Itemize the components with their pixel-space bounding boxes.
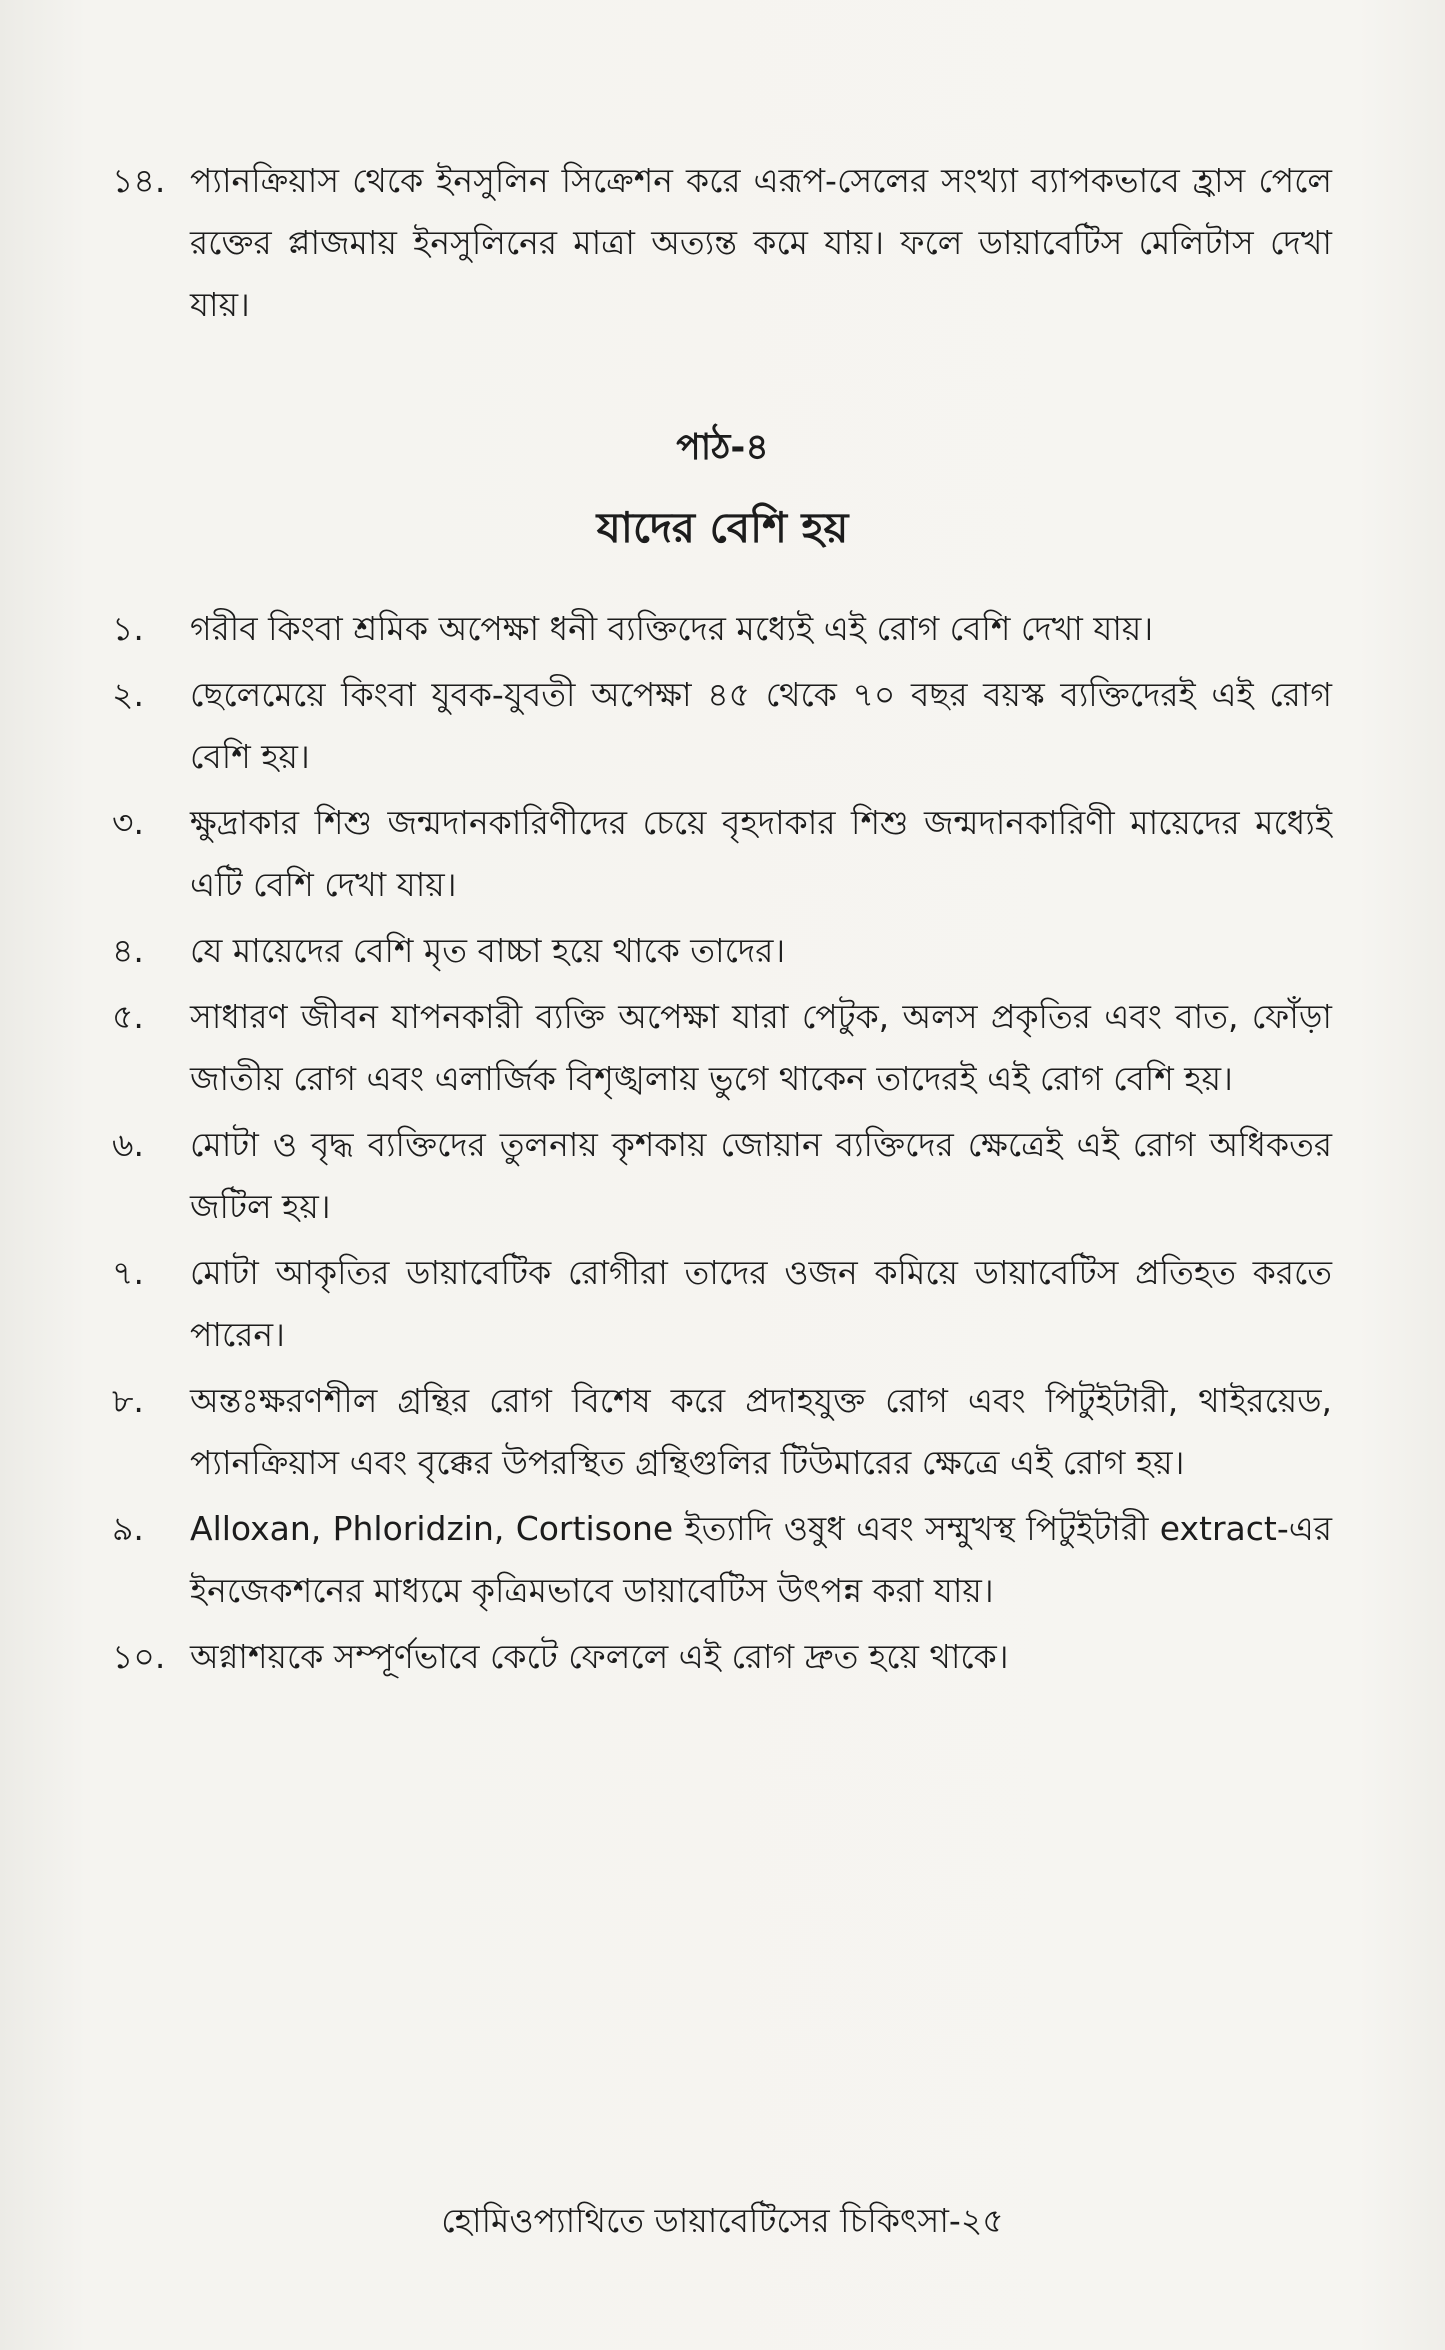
item-text: সাধারণ জীবন যাপনকারী ব্যক্তি অপেক্ষা যারা পেটুক, অলস প্রকৃতির এবং বাত, ফোঁড়া জাতীয় রোগ এবং এলার্জিক বিশৃঙ্খলায় ভুগে থাকেন তাদেরই এই রোগ বেশি হয়। bbox=[190, 997, 1332, 1098]
item-text: মোটা আকৃতির ডায়াবেটিক রোগীরা তাদের ওজন কমিয়ে ডায়াবেটিস প্রতিহত করতে পারেন। bbox=[190, 1253, 1332, 1354]
list-item bbox=[112, 1498, 1332, 1622]
item-number: ১. bbox=[112, 609, 144, 648]
item-text: ছেলেমেয়ে কিংবা যুবক-যুবতী অপেক্ষা ৪৫ থেকে ৭০ বছর বয়স্ক ব্যক্তিদেরই এই রোগ বেশি হয়। bbox=[190, 675, 1332, 776]
item-text: গরীব কিংবা শ্রমিক অপেক্ষা ধনী ব্যক্তিদের মধ্যেই এই রোগ বেশি দেখা যায়। bbox=[190, 609, 1154, 648]
list-item bbox=[112, 920, 1332, 982]
list-item bbox=[112, 1626, 1332, 1688]
list-item bbox=[112, 1242, 1332, 1366]
item-number: ১৪. bbox=[112, 161, 166, 200]
list-item bbox=[112, 1370, 1332, 1494]
item-number: ৩. bbox=[112, 803, 144, 842]
item-text: যে মায়েদের বেশি মৃত বাচ্চা হয়ে থাকে তাদের। bbox=[190, 931, 786, 970]
page-footer: হোমিওপ্যাথিতে ডায়াবেটিসের চিকিৎসা-২৫ bbox=[441, 2201, 1004, 2240]
item-text: Alloxan, Phloridzin, Cortisone ইত্যাদি ওষুধ এবং সম্মুখস্থ পিটুইটারী extract-এর ইনজেকশনের মাধ্যমে কৃত্রিমভাবে ডায়াবেটিস উৎপন্ন করা যায়। bbox=[190, 1509, 1332, 1610]
list-item-14 bbox=[112, 150, 1332, 336]
item-text: ক্ষুদ্রাকার শিশু জন্মদানকারিণীদের চেয়ে বৃহদাকার শিশু জন্মদানকারিণী মায়েদের মধ্যেই এটি বেশি দেখা যায়। bbox=[190, 803, 1332, 904]
list-item bbox=[112, 792, 1332, 916]
item-number: ৪. bbox=[112, 931, 144, 970]
item-number: ৯. bbox=[112, 1509, 144, 1548]
list-item bbox=[112, 664, 1332, 788]
item-text: অগ্নাশয়কে সম্পূর্ণভাবে কেটে ফেললে এই রোগ দ্রুত হয়ে থাকে। bbox=[190, 1637, 1009, 1676]
item-number: ৭. bbox=[112, 1253, 144, 1292]
chapter-title: যাদের বেশি হয় bbox=[596, 503, 849, 552]
list-item bbox=[112, 986, 1332, 1110]
item-text: মোটা ও বৃদ্ধ ব্যক্তিদের তুলনায় কৃশকায় জোয়ান ব্যক্তিদের ক্ষেত্রেই এই রোগ অধিকতর জটিল হয়। bbox=[190, 1125, 1332, 1226]
item-number: ৫. bbox=[112, 997, 144, 1036]
item-number: ৮. bbox=[112, 1381, 144, 1420]
item-number: ৬. bbox=[112, 1125, 144, 1164]
item-text: প্যানক্রিয়াস থেকে ইনসুলিন সিক্রেশন করে এরূপ-সেলের সংখ্যা ব্যাপকভাবে হ্রাস পেলে রক্তের প্লাজমায় ইনসুলিনের মাত্রা অত্যন্ত কমে যায়। ফলে ডায়াবেটিস মেলিটাস দেখা যায়। bbox=[190, 161, 1332, 324]
list-item bbox=[112, 598, 1332, 660]
item-number: ২. bbox=[112, 675, 144, 714]
numbered-list bbox=[112, 598, 1332, 1692]
item-text: অন্তঃক্ষরণশীল গ্রন্থির রোগ বিশেষ করে প্রদাহযুক্ত রোগ এবং পিটুইটারী, থাইরয়েড, প্যানক্রিয়াস এবং বৃক্কের উপরস্থিত গ্রন্থিগুলির টিউমারের ক্ষেত্রে এই রোগ হয়। bbox=[190, 1381, 1332, 1482]
chapter-label: পাঠ-৪ bbox=[676, 427, 769, 468]
item-number: ১০. bbox=[112, 1637, 166, 1676]
list-item bbox=[112, 1114, 1332, 1238]
